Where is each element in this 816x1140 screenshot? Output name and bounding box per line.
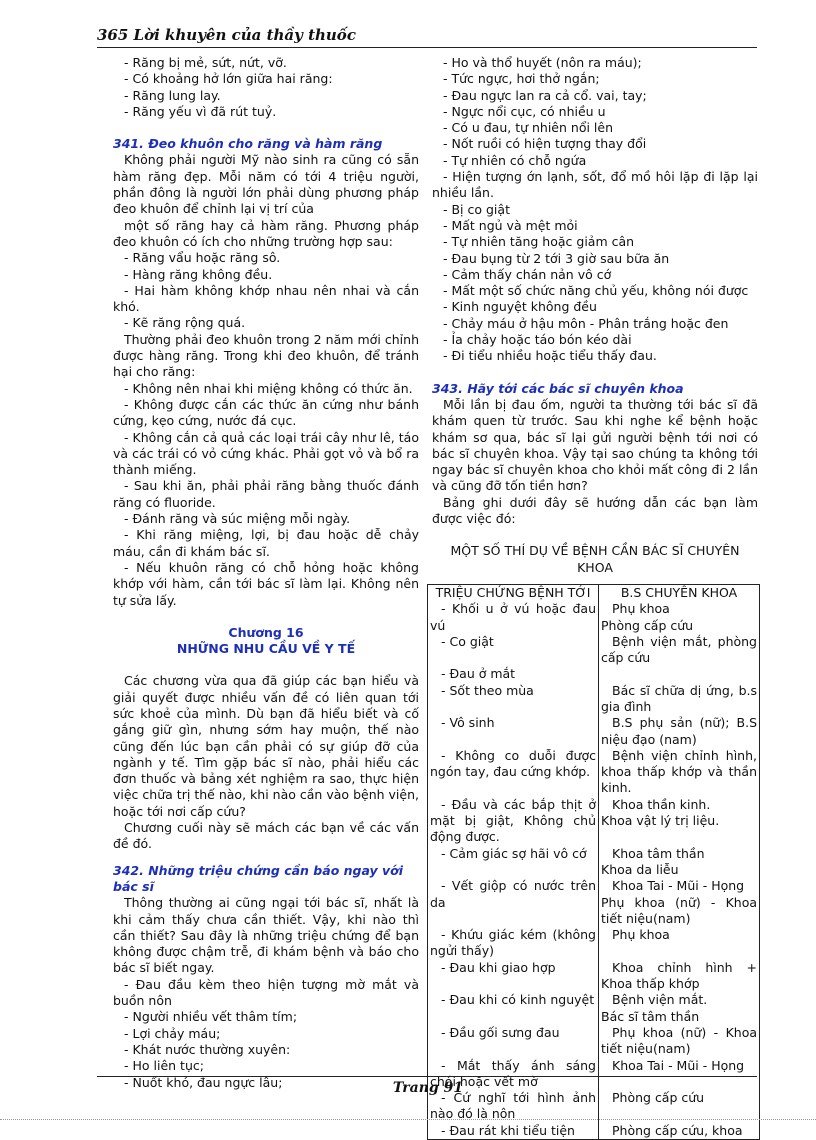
symptom-cell: - Vô sinh xyxy=(428,715,599,748)
specialist-cell: Khoa chỉnh hình + Khoa thấp khớp xyxy=(601,959,757,992)
symptom-cell: - Mắt thấy ánh sáng chói hoặc vết mờ xyxy=(428,1058,599,1091)
list-item: - Đau bụng từ 2 tới 3 giờ sau bữa ăn xyxy=(443,250,670,266)
paragraph: Chương cuối này sẽ mách các bạn về các vấn đề đó. xyxy=(113,820,419,852)
list-item: - Hiện tượng ớn lạnh, sốt, đổ mồ hôi lặp đi lặp lại nhiều lần. xyxy=(432,169,758,201)
list-item: - Tức ngực, hơi thở ngắn; xyxy=(443,71,600,87)
table-row xyxy=(428,715,760,748)
list-item: - Lợi chảy máu; xyxy=(124,1025,221,1041)
paragraph: Thường phải đeo khuôn trong 2 năm mới chỉnh được hàng răng. Trong khi đeo khuôn, để tránh hại cho răng: xyxy=(113,331,419,380)
specialist-cell: Phụ khoa xyxy=(612,927,670,943)
list-item: - Kinh nguyệt không đều xyxy=(443,299,597,315)
list-item: - Nuốt khó, đau ngực lâu; xyxy=(124,1074,283,1090)
paragraph: Các chương vừa qua đã giúp các bạn hiểu và giải quyết được nhiều vấn đề có liên quan tới sức khoẻ của mình. Dù bạn đã hiểu biết và cố gắng giữ gìn, nhưng sớm hay muộn, thế nào cũng đến lúc bạn cần phải có sự giúp đỡ của ngành y tế. Tìm gặp bác sĩ nào, phải hiểu các đơn thuốc và bảng xét nghiệm ra sao, thực hiện việc chữa trị thế nào, khi nào cần vào bệnh viện, hoặc tới nơi cấp cứu? xyxy=(113,673,419,819)
list-item: - Mất một số chức năng chủ yếu, không nói được xyxy=(443,283,749,299)
list-item: - Tự nhiên tăng hoặc giảm cân xyxy=(443,234,635,250)
section-342-title: 342. Những triệu chứng cần báo ngay với bác sĩ xyxy=(113,862,404,894)
symptom-cell: - Vết giộp có nước trên da xyxy=(428,878,599,927)
specialist-cell: Khoa thần kinh. Khoa vật lý trị liệu. xyxy=(601,796,720,829)
specialist-cell: B.S phụ sản (nữ); B.S niệu đạo (nam) xyxy=(601,715,757,747)
list-item: - Có u đau, tự nhiên nổi lên xyxy=(443,120,613,136)
page-edge xyxy=(0,1119,816,1120)
list-item: - Không được cắn các thức ăn cứng như bánh cứng, kẹo cứng, nước đá cục. xyxy=(113,396,419,429)
symptom-cell: - Khối u ở vú hoặc đau vú xyxy=(428,601,599,634)
list-item: - Ỉa chảy hoặc táo bón kéo dài xyxy=(443,332,632,348)
list-item: - Đi tiểu nhiều hoặc tiểu thấy đau. xyxy=(443,348,657,364)
symptom-cell: - Cứ nghĩ tới hình ảnh nào đó là nôn xyxy=(428,1090,599,1123)
list-item: - Hai hàm không khớp nhau nên nhai và cắn khó. xyxy=(113,282,419,315)
header-rule xyxy=(97,47,757,48)
table-title: MỘT SỐ THÍ DỤ VỀ BỆNH CẦN BÁC SĨ CHUYÊN KHOA xyxy=(450,543,740,575)
table-body xyxy=(428,601,760,1139)
table-row xyxy=(428,1123,760,1140)
symptom-cell: - Khứu giác kém (không ngửi thấy) xyxy=(428,927,599,960)
chapter-number: Chương 16 xyxy=(228,624,304,640)
list-item: - Đánh răng và súc miệng mỗi ngày. xyxy=(124,511,351,527)
specialist-cell: Phòng cấp cứu xyxy=(612,1090,705,1106)
symptom-cell: - Đau ở mắt xyxy=(428,666,599,682)
list-item: - Đau đầu kèm theo hiện tượng mờ mắt và buồn nôn xyxy=(113,976,419,1009)
table-row xyxy=(428,846,760,879)
symptom-cell: - Cảm giác sợ hãi vô cớ xyxy=(428,846,599,879)
specialist-cell: Khoa tâm thần Khoa da liễu xyxy=(601,845,705,877)
table-row xyxy=(428,601,760,634)
section-343-title: 343. Hãy tới các bác sĩ chuyên khoa xyxy=(432,380,684,396)
specialist-cell: Bác sĩ chữa dị ứng, b.s gia đình xyxy=(601,682,757,714)
page-number: Trang 91 xyxy=(392,1080,464,1096)
chapter-title: NHỮNG NHU CẦU VỀ Y TẾ xyxy=(176,641,356,657)
symptom-cell: - Đau rát khi tiểu tiện xyxy=(428,1123,599,1140)
specialist-cell: Khoa Tai - Mũi - Họng Phụ khoa (nữ) - Khoa tiết niệu(nam) xyxy=(601,878,757,926)
symptom-cell: - Đầu và các bắp thịt ở mặt bị giật, Không chủ động được. xyxy=(428,797,599,846)
paragraph: Thông thường ai cũng ngại tới bác sĩ, nhất là khi cảm thấy chưa cần thiết. Vậy, khi nào thì cần thiết? Sau đây là những triệu chứng để bạn không được chậm trễ, đi khám bệnh và báo cho bác sĩ biết ngay. xyxy=(113,895,419,976)
list-item: - Răng lung lay. xyxy=(124,87,221,103)
paragraph: Bảng ghi dưới đây sẽ hướng dẫn các bạn làm được việc đó: xyxy=(432,494,758,527)
table-row xyxy=(428,634,760,667)
specialist-cell: Phòng cấp cứu, khoa xyxy=(612,1122,743,1138)
symptom-cell: - Sốt theo mùa xyxy=(428,683,599,716)
table-row xyxy=(428,992,760,1025)
symptom-cell: - Co giật xyxy=(428,634,599,667)
list-item: - Hàng răng không đều. xyxy=(124,266,273,282)
footer-rule xyxy=(97,1076,757,1077)
specialist-cell: Phụ khoa Phòng cấp cứu xyxy=(601,601,694,633)
specialist-table xyxy=(427,584,760,1140)
symptom-cell: - Đầu gối sưng đau xyxy=(428,1025,599,1058)
paragraph: Mỗi lần bị đau ốm, người ta thường tới bác sĩ đã khám quen từ trước. Sau khi nghe kể bệnh hoặc khám sơ qua, bác sĩ lại gửi người bệnh tới nơi có bác sĩ chuyên khoa. Vậy tại sao chúng ta không tới ngay bác sĩ chuyên khoa cho khỏi mất công đi 2 lần và cũng đỡ tốn tiền hơn? xyxy=(432,396,758,494)
list-item: - Ho và thổ huyết (nôn ra máu); xyxy=(443,55,642,70)
symptom-cell: - Đau khi giao hợp xyxy=(428,960,599,993)
list-item: - Khi răng miệng, lợi, bị đau hoặc dễ chảy máu, cần đi khám bác sĩ. xyxy=(113,527,419,559)
list-item: - Răng bị mẻ, sứt, nứt, vỡ. xyxy=(124,55,287,70)
list-item: - Chảy máu ở hậu môn - Phân trắng hoặc đen xyxy=(443,315,729,331)
list-item: - Nếu khuôn răng có chỗ hỏng hoặc không khớp với hàm, cần tới bác sĩ làm lại. Không nên tự sửa lấy. xyxy=(113,559,419,608)
list-item: - Khát nước thường xuyên: xyxy=(124,1041,291,1057)
running-header: 365 Lời khuyên của thầy thuốc xyxy=(97,26,356,44)
list-item: - Ngực nổi cục, có nhiều u xyxy=(443,103,606,119)
list-item: - Đau ngực lan ra cả cổ. vai, tay; xyxy=(443,87,647,103)
list-item: - Cảm thấy chán nản vô cớ xyxy=(443,266,612,282)
table-row xyxy=(428,1025,760,1058)
symptom-cell: - Không co duỗi được ngón tay, đau cứng khớp. xyxy=(428,748,599,797)
list-item: - Kẽ răng rộng quá. xyxy=(124,315,246,331)
table-header-specialist: B.S CHUYÊN KHOA xyxy=(620,584,738,600)
list-item: - Răng vẩu hoặc răng sô. xyxy=(124,250,281,266)
table-row xyxy=(428,878,760,927)
table-header-symptom: TRIỆU CHỨNG BỆNH TỚI xyxy=(428,584,599,601)
table-row xyxy=(428,927,760,960)
table-row xyxy=(428,666,760,682)
section-341-title: 341. Đeo khuôn cho răng và hàm răng xyxy=(113,136,383,152)
paragraph: một số răng hay cả hàm răng. Phương pháp đeo khuôn có ích cho những trường hợp sau: xyxy=(113,217,419,249)
list-item: - Bị co giật xyxy=(443,201,510,217)
symptom-cell: - Đau khi có kinh nguyệt xyxy=(428,992,599,1025)
specialist-cell: Phụ khoa (nữ) - Khoa tiết niệu(nam) xyxy=(601,1024,757,1057)
list-item: - Có khoảng hở lớn giữa hai răng: xyxy=(124,71,333,87)
table-row xyxy=(428,748,760,797)
list-item: - Không cắn cả quả các loại trái cây như lê, táo và các trái có vỏ cứng khác. Phải gọt vỏ và bổ ra thành miếng. xyxy=(113,429,419,478)
list-item: - Mất ngủ và mệt mỏi xyxy=(443,217,578,233)
specialist-cell xyxy=(599,666,760,682)
table-row xyxy=(428,797,760,846)
specialist-cell: Bệnh viện mắt. Bác sĩ tâm thần xyxy=(601,992,708,1024)
intro-list xyxy=(113,55,419,120)
list-item: - Ho liên tục; xyxy=(124,1058,204,1074)
list-item: - Không nên nhai khi miệng không có thức ăn. xyxy=(124,380,413,396)
table-row xyxy=(428,683,760,716)
specialist-cell: Khoa Tai - Mũi - Họng xyxy=(612,1057,745,1073)
table-header-row xyxy=(428,584,760,601)
list-item: - Tự nhiên có chỗ ngứa xyxy=(443,152,587,168)
list-item: - Người nhiều vết thâm tím; xyxy=(124,1009,298,1025)
table-row xyxy=(428,960,760,993)
specialist-cell: Bệnh viện mắt, phòng cấp cứu xyxy=(601,633,757,666)
right-column xyxy=(432,55,758,1140)
list-item: - Nốt ruồi có hiện tượng thay đổi xyxy=(443,136,647,152)
paragraph: Không phải người Mỹ nào sinh ra cũng có sẵn hàm răng đẹp. Mỗi năm có tới 4 triệu người, phần đông là người lớn phải dùng phương pháp đeo khuôn để chỉnh lại vị trí của xyxy=(113,152,419,217)
list-item: - Răng yếu vì đã rút tuỷ. xyxy=(124,103,277,119)
left-column xyxy=(113,55,419,1091)
list-item: - Sau khi ăn, phải phải răng bằng thuốc đánh răng có fluoride. xyxy=(113,478,419,510)
specialist-cell: Bệnh viện chỉnh hình, khoa thấp khớp và thần kinh. xyxy=(601,747,757,796)
